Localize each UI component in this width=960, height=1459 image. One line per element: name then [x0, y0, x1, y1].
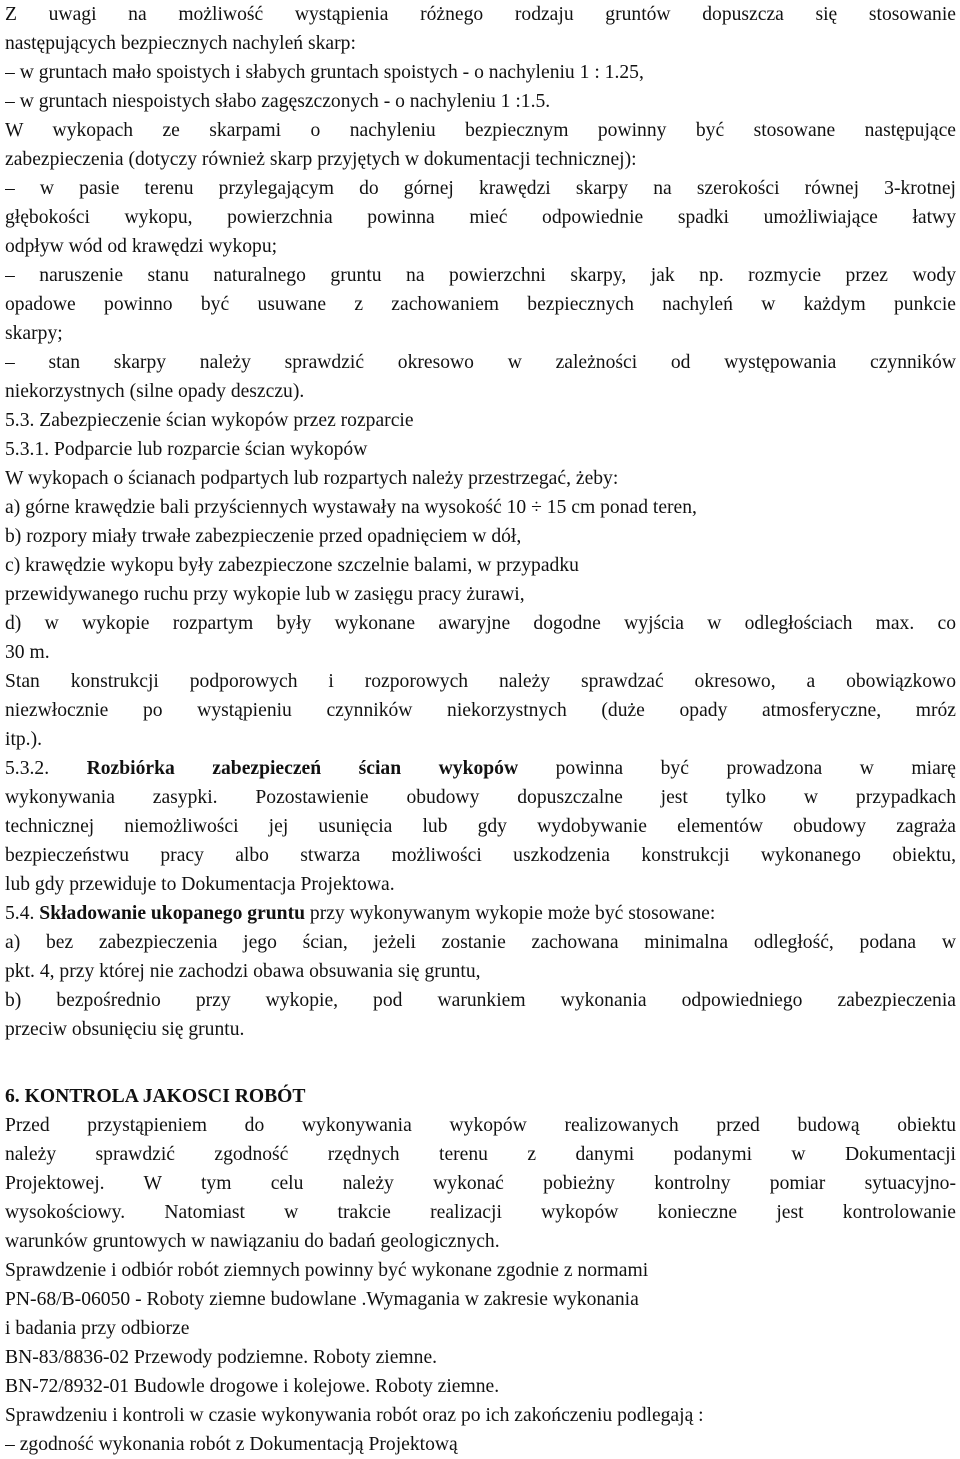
text-line: Sprawdzeniu i kontroli w czasie wykonywania robót oraz po ich zakończeniu podlegają : [5, 1405, 704, 1426]
list-item: b) bezpośrednio przy wykopie, pod warunkiem wykonania odpowiedniego zabezpieczenia [5, 990, 956, 1011]
text-line: 30 m. [5, 642, 50, 663]
text-line: Stan konstrukcji podporowych i rozporowych należy sprawdzać okresowo, a obowiązkowo [5, 671, 956, 692]
slope-section [5, 0, 956, 406]
list-item: – w gruntach mało spoistych i słabych gruntach spoistych - o nachyleniu 1 : 1.25, [5, 62, 644, 83]
list-item: d) w wykopie rozpartym były wykonane awaryjne dogodne wyjścia w odległościach max. co [5, 613, 956, 634]
text-line: opadowe powinno być usuwane z zachowaniem bezpiecznych nachyleń w każdym punkcie [5, 294, 956, 315]
list-item: – zgodność wykonania robót z Dokumentacją Projektową [5, 1434, 458, 1455]
text-line [5, 899, 956, 928]
section-5-4 [5, 899, 956, 1044]
list-item: a) górne krawędzie bali przyściennych wystawały na wysokość 10 ÷ 15 cm ponad teren, [5, 497, 697, 518]
text-line: przeciw obsunięciu się gruntu. [5, 1019, 245, 1040]
text-line: wysokościowy. Natomiast w trakcie realizacji wykopów konieczne jest kontrolowanie [5, 1202, 956, 1223]
text-line: i badania przy odbiorze [5, 1318, 190, 1339]
text-line: należy sprawdzić zgodność rzędnych terenu z danymi podanymi w Dokumentacji [5, 1144, 956, 1165]
text-line: Sprawdzenie i odbiór robót ziemnych powinny być wykonane zgodnie z normami [5, 1260, 649, 1281]
subsection-heading: 5.3.1. Podparcie lub rozparcie ścian wykopów [5, 439, 368, 460]
text-line: Przed przystąpieniem do wykonywania wykopów realizowanych przed budową obiektu [5, 1115, 956, 1136]
section-number: 5.4. [5, 903, 40, 924]
text-line: odpływ wód od krawędzi wykopu; [5, 236, 278, 257]
text-line: przewidywanego ruchu przy wykopie lub w zasięgu pracy żurawi, [5, 584, 525, 605]
text-line: lub gdy przewiduje to Dokumentacja Projektowa. [5, 874, 395, 895]
list-item: – stan skarpy należy sprawdzić okresowo w zależności od występowania czynników [5, 352, 956, 373]
text-line [5, 754, 956, 783]
text-line: Z uwagi na możliwość wystąpienia różnego rodzaju gruntów dopuszcza się stosowanie [5, 4, 956, 25]
text-line: W wykopach o ścianach podpartych lub rozpartych należy przestrzegać, żeby: [5, 468, 619, 489]
spacer [5, 1044, 956, 1082]
text-run: powinna być prowadzona w miarę [518, 758, 956, 779]
standard-reference: PN-68/B-06050 - Roboty ziemne budowlane .Wymagania w zakresie wykonania [5, 1289, 639, 1310]
list-item: b) rozpory miały trwałe zabezpieczenie przed opadnięciem w dół, [5, 526, 522, 547]
section-6 [5, 1082, 956, 1459]
text-line: Projektowej. W tym celu należy wykonać pobieżny kontrolny pomiar sytuacyjno- [5, 1173, 956, 1194]
text-line: bezpieczeństwu pracy albo stwarza możliwości uszkodzenia konstrukcji wykonanego obiektu, [5, 845, 956, 866]
bold-term: Składowanie ukopanego gruntu [39, 903, 305, 924]
text-line: niezwłocznie po wystąpieniu czynników niekorzystnych (duże opady atmosferyczne, mróz [5, 700, 956, 721]
section-5-3 [5, 406, 956, 899]
text-line: pkt. 4, przy której nie zachodzi obawa obsuwania się gruntu, [5, 961, 481, 982]
list-item: c) krawędzie wykopu były zabezpieczone szczelnie balami, w przypadku [5, 555, 579, 576]
text-line: zabezpieczenia (dotyczy również skarp przyjętych w dokumentacji technicznej): [5, 149, 637, 170]
list-item: – w pasie terenu przylegającym do górnej krawędzi skarpy na szerokości równej 3-krotnej [5, 178, 956, 199]
list-item: – naruszenie stanu naturalnego gruntu na powierzchni skarpy, jak np. rozmycie przez wody [5, 265, 956, 286]
text-line: niekorzystnych (silne opady deszczu). [5, 381, 305, 402]
section-heading: 6. KONTROLA JAKOSCI ROBÓT [5, 1086, 306, 1107]
text-run: przy wykonywanym wykopie może być stosowane: [305, 903, 716, 924]
standard-reference: BN-72/8932-01 Budowle drogowe i kolejowe. Roboty ziemne. [5, 1376, 500, 1397]
list-item: – w gruntach niespoistych słabo zagęszczonych - o nachyleniu 1 :1.5. [5, 91, 551, 112]
text-line: W wykopach ze skarpami o nachyleniu bezpiecznym powinny być stosowane następujące [5, 120, 956, 141]
text-line: technicznej niemożliwości jej usunięcia lub gdy wydobywanie elementów obudowy zagraża [5, 816, 956, 837]
section-number: 5.3.2. [5, 758, 87, 779]
text-line: następujących bezpiecznych nachyleń skarp: [5, 33, 356, 54]
text-line: wykonywania zasypki. Pozostawienie obudowy dopuszczalne jest tylko w przypadkach [5, 787, 956, 808]
text-line: skarpy; [5, 323, 63, 344]
text-line: głębokości wykopu, powierzchnia powinna mieć odpowiednie spadki umożliwiające łatwy [5, 207, 956, 228]
list-item: a) bez zabezpieczenia jego ścian, jeżeli zostanie zachowana minimalna odległość, podana w [5, 932, 956, 953]
text-line: itp.). [5, 729, 43, 750]
bold-term: Rozbiórka zabezpieczeń ścian wykopów [86, 758, 519, 779]
section-heading: 5.3. Zabezpieczenie ścian wykopów przez rozparcie [5, 410, 414, 431]
standard-reference: BN-83/8836-02 Przewody podziemne. Roboty ziemne. [5, 1347, 438, 1368]
text-line: warunków gruntowych w nawiązaniu do badań geologicznych. [5, 1231, 500, 1252]
